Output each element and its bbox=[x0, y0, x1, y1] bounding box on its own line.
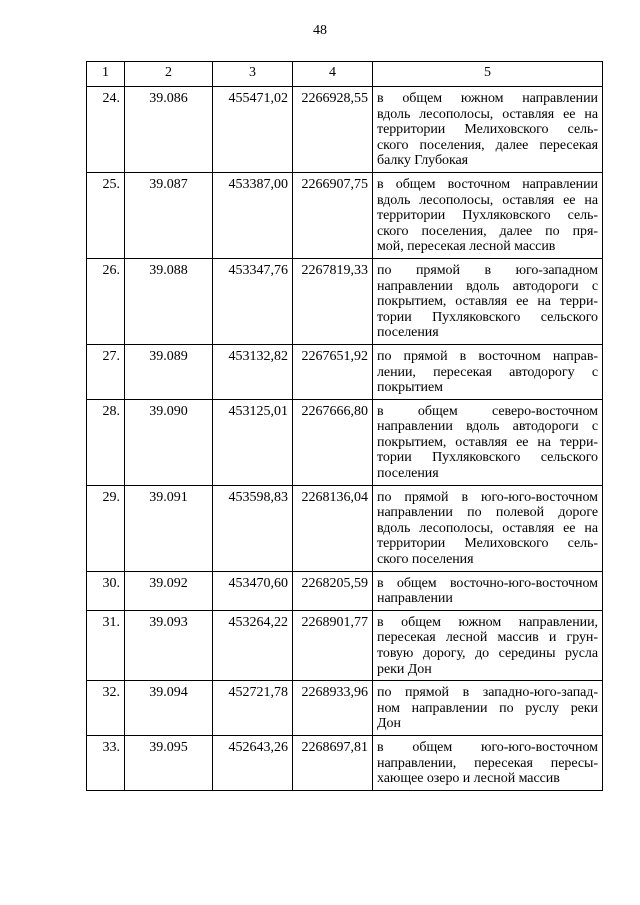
column-header-5: 5 bbox=[373, 62, 603, 87]
y-coordinate-cell: 2268205,59 bbox=[293, 571, 373, 610]
description-line: пересекая лесной массив и грун- bbox=[377, 630, 598, 646]
description-line: направлении, пересекая пересы- bbox=[377, 755, 598, 771]
description-line: тории Пухляковского сельского bbox=[377, 450, 598, 466]
column-header-2: 2 bbox=[125, 62, 213, 87]
row-number-cell: 31. bbox=[87, 610, 125, 680]
description-line: ского поселения, далее по пря- bbox=[377, 223, 598, 239]
description-line: в общем южном направлении, bbox=[377, 614, 598, 630]
row-number-cell: 32. bbox=[87, 681, 125, 736]
x-coordinate-cell: 452721,78 bbox=[213, 681, 293, 736]
y-coordinate-cell: 2268697,81 bbox=[293, 735, 373, 790]
row-number-cell: 24. bbox=[87, 87, 125, 173]
y-coordinate-cell: 2267651,92 bbox=[293, 344, 373, 399]
description-line: ского поселения bbox=[377, 552, 474, 568]
row-number-cell: 26. bbox=[87, 258, 125, 344]
x-coordinate-cell: 455471,02 bbox=[213, 87, 293, 173]
description-line: мой, пересекая лесной массив bbox=[377, 239, 556, 255]
description-line: ского поселения, далее пересекая bbox=[377, 137, 598, 153]
description-line: в общем юго-юго-восточном bbox=[377, 739, 598, 755]
description-cell bbox=[373, 735, 603, 790]
description-line: покрытием, оставляя ее на терри- bbox=[377, 434, 598, 450]
description-line: по прямой в юго-западном bbox=[377, 262, 598, 278]
description-line: балку Глубокая bbox=[377, 153, 469, 169]
description-line: по прямой в западно-юго-запад- bbox=[377, 685, 598, 701]
y-coordinate-cell: 2268136,04 bbox=[293, 485, 373, 571]
description-line: направлении по полевой дороге bbox=[377, 505, 598, 521]
row-number-cell: 30. bbox=[87, 571, 125, 610]
x-coordinate-cell: 453125,01 bbox=[213, 399, 293, 485]
column-header-1: 1 bbox=[87, 62, 125, 87]
description-line: поселения bbox=[377, 466, 439, 482]
table-header-row bbox=[87, 62, 603, 87]
point-id-cell: 39.093 bbox=[125, 610, 213, 680]
description-line: ном направлении по руслу реки bbox=[377, 700, 598, 716]
column-header-3: 3 bbox=[213, 62, 293, 87]
description-line: реки Дон bbox=[377, 661, 432, 677]
x-coordinate-cell: 453470,60 bbox=[213, 571, 293, 610]
description-line: направлении bbox=[377, 591, 453, 607]
table-row bbox=[87, 399, 603, 485]
description-line: поселения bbox=[377, 325, 439, 341]
x-coordinate-cell: 453264,22 bbox=[213, 610, 293, 680]
y-coordinate-cell: 2266907,75 bbox=[293, 172, 373, 258]
point-id-cell: 39.090 bbox=[125, 399, 213, 485]
y-coordinate-cell: 2267666,80 bbox=[293, 399, 373, 485]
description-line: по прямой в юго-юго-восточном bbox=[377, 489, 598, 505]
y-coordinate-cell: 2266928,55 bbox=[293, 87, 373, 173]
description-line: покрытием, оставляя ее на терри- bbox=[377, 294, 598, 310]
description-line: территории Мелиховского сель- bbox=[377, 122, 598, 138]
x-coordinate-cell: 453347,76 bbox=[213, 258, 293, 344]
boundary-description-table bbox=[86, 61, 603, 791]
description-line: по прямой в восточном направ- bbox=[377, 348, 598, 364]
description-cell bbox=[373, 87, 603, 173]
description-line: хающее озеро и лесной массив bbox=[377, 771, 560, 787]
description-line: направлении вдоль автодороги с bbox=[377, 419, 598, 435]
table-body bbox=[87, 87, 603, 791]
point-id-cell: 39.091 bbox=[125, 485, 213, 571]
description-cell bbox=[373, 172, 603, 258]
description-cell bbox=[373, 610, 603, 680]
point-id-cell: 39.094 bbox=[125, 681, 213, 736]
description-cell bbox=[373, 681, 603, 736]
description-line: территории Пухляковского сель- bbox=[377, 208, 598, 224]
table-row bbox=[87, 735, 603, 790]
description-cell bbox=[373, 571, 603, 610]
x-coordinate-cell: 453132,82 bbox=[213, 344, 293, 399]
row-number-cell: 25. bbox=[87, 172, 125, 258]
description-line: покрытием bbox=[377, 380, 443, 396]
table-row bbox=[87, 485, 603, 571]
description-cell bbox=[373, 258, 603, 344]
description-cell bbox=[373, 399, 603, 485]
description-line: в общем восточно-юго-восточном bbox=[377, 575, 598, 591]
description-line: лении, пересекая автодорогу с bbox=[377, 364, 598, 380]
point-id-cell: 39.095 bbox=[125, 735, 213, 790]
x-coordinate-cell: 452643,26 bbox=[213, 735, 293, 790]
point-id-cell: 39.086 bbox=[125, 87, 213, 173]
point-id-cell: 39.092 bbox=[125, 571, 213, 610]
x-coordinate-cell: 453598,83 bbox=[213, 485, 293, 571]
description-line: вдоль лесополосы, оставляя ее на bbox=[377, 520, 598, 536]
x-coordinate-cell: 453387,00 bbox=[213, 172, 293, 258]
row-number-cell: 29. bbox=[87, 485, 125, 571]
description-line: вдоль лесополосы, оставляя ее на bbox=[377, 192, 598, 208]
y-coordinate-cell: 2268901,77 bbox=[293, 610, 373, 680]
y-coordinate-cell: 2267819,33 bbox=[293, 258, 373, 344]
description-line: территории Мелиховского сель- bbox=[377, 536, 598, 552]
table-row bbox=[87, 258, 603, 344]
description-line: вдоль лесополосы, оставляя ее на bbox=[377, 106, 598, 122]
description-line: направлении вдоль автодороги с bbox=[377, 278, 598, 294]
description-cell bbox=[373, 485, 603, 571]
table-row bbox=[87, 344, 603, 399]
point-id-cell: 39.088 bbox=[125, 258, 213, 344]
description-line: в общем восточном направлении bbox=[377, 176, 598, 192]
description-line: тории Пухляковского сельского bbox=[377, 309, 598, 325]
row-number-cell: 27. bbox=[87, 344, 125, 399]
row-number-cell: 28. bbox=[87, 399, 125, 485]
table-row bbox=[87, 172, 603, 258]
column-header-4: 4 bbox=[293, 62, 373, 87]
description-line: товую дорогу, до середины русла bbox=[377, 646, 598, 661]
y-coordinate-cell: 2268933,96 bbox=[293, 681, 373, 736]
point-id-cell: 39.087 bbox=[125, 172, 213, 258]
description-cell bbox=[373, 344, 603, 399]
description-line: Дон bbox=[377, 716, 401, 732]
table-row bbox=[87, 87, 603, 173]
point-id-cell: 39.089 bbox=[125, 344, 213, 399]
row-number-cell: 33. bbox=[87, 735, 125, 790]
table-row bbox=[87, 610, 603, 680]
table-row bbox=[87, 681, 603, 736]
description-line: в общем северо-восточном bbox=[377, 403, 598, 419]
table-row bbox=[87, 571, 603, 610]
description-line: в общем южном направлении bbox=[377, 91, 598, 106]
page-number: 48 bbox=[313, 23, 327, 38]
